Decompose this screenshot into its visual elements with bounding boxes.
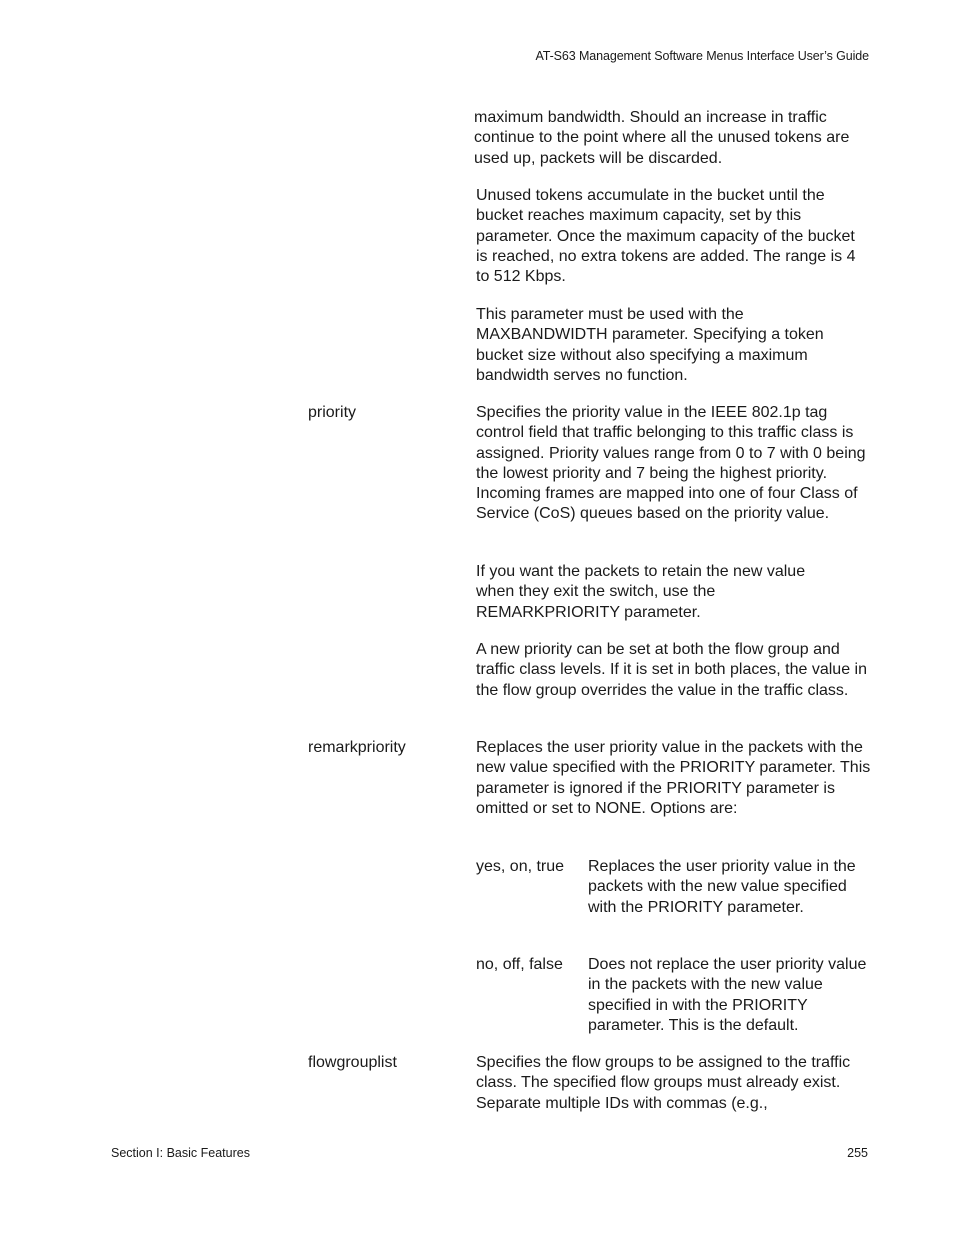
option-description-yes: Replaces the user priority value in the packets with the new value specified with the PRIORITY parameter. [588, 858, 856, 916]
option-name-no: no, off, false [476, 956, 563, 973]
param-name-flowgrouplist: flowgrouplist [308, 1054, 397, 1071]
running-header: AT-S63 Management Software Menus Interface User’s Guide [535, 49, 869, 63]
option-description-no: Does not replace the user priority value in the packets with the new value specified in with the PRIORITY parameter. This is the default. [588, 956, 867, 1034]
priority-note-levels: A new priority can be set at both the flow group and traffic class levels. If it is set in both places, the value in the flow group overrides the value in the traffic class. [476, 641, 867, 699]
continued-paragraph-2: Unused tokens accumulate in the bucket until the bucket reaches maximum capacity, set by this parameter. Once the maximum capacity of the bucket is reached, no extra tokens are added. The range is 4 to 512 Kbps. [476, 187, 856, 286]
option-name-yes: yes, on, true [476, 858, 565, 875]
page-number: 255 [847, 1146, 868, 1160]
param-name-priority: priority [308, 404, 357, 421]
continued-paragraph-1: maximum bandwidth. Should an increase in traffic continue to the point where all the unused tokens are used up, packets will be discarded. [474, 109, 850, 167]
priority-note-remark: If you want the packets to retain the new value when they exit the switch, use the REMARKPRIORITY parameter. [476, 563, 806, 621]
param-name-remarkpriority: remarkpriority [308, 739, 406, 756]
priority-description: Specifies the priority value in the IEEE 802.1p tag control field that traffic belonging to this traffic class is assigned. Priority values range from 0 to 7 with 0 being the lowest priority and 7 being the highest priority. Incoming frames are mapped into one of four Class of Service (CoS) queues based on the priority value. [476, 404, 866, 523]
flowgrouplist-description: Specifies the flow groups to be assigned to the traffic class. The specified flow groups must already exist. Separate multiple IDs with commas (e.g., [476, 1054, 851, 1112]
footer-section-title: Section I: Basic Features [111, 1146, 250, 1160]
remarkpriority-description: Replaces the user priority value in the packets with the new value specified with the PRIORITY parameter. This parameter is ignored if the PRIORITY parameter is omitted or set to NONE. Options are: [476, 739, 871, 817]
continued-paragraph-3: This parameter must be used with the MAXBANDWIDTH parameter. Specifying a token bucket size without also specifying a maximum bandwidth serves no function. [476, 306, 824, 384]
